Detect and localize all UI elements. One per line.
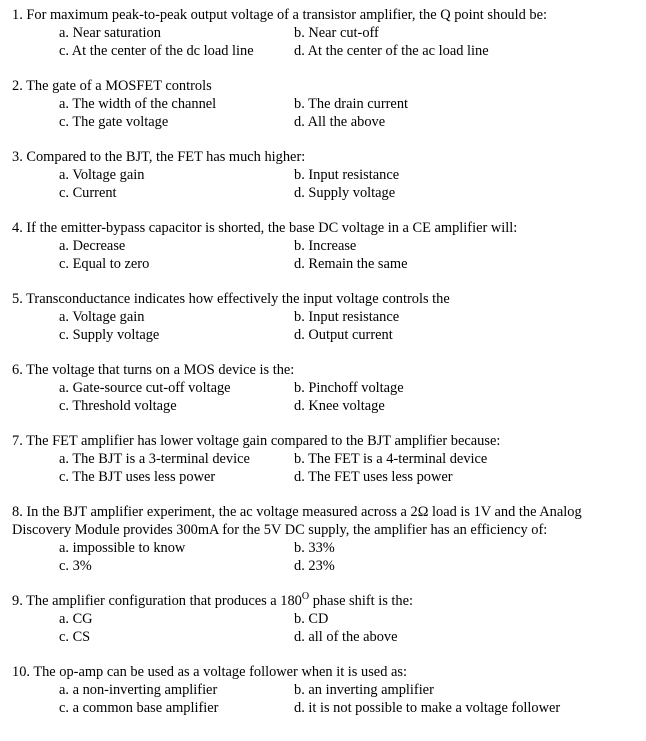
option-c: c. Supply voltage — [59, 327, 160, 343]
question-stem: 6. The voltage that turns on a MOS device is the: — [12, 362, 295, 378]
answer-options — [12, 237, 642, 273]
option-c: c. The BJT uses less power — [59, 469, 216, 485]
question-stem-text: phase shift is the: — [309, 593, 414, 609]
option-c: c. Equal to zero — [59, 256, 150, 272]
question-10 — [12, 663, 642, 717]
question-6 — [12, 361, 642, 415]
option-a: a. Decrease — [59, 238, 126, 254]
option-c: c. a common base amplifier — [59, 700, 219, 716]
question-7 — [12, 432, 642, 486]
option-b: b. Input resistance — [294, 167, 400, 183]
question-3 — [12, 148, 642, 202]
answer-options — [12, 95, 642, 131]
question-stem: 5. Transconductance indicates how effectively the input voltage controls the — [12, 291, 450, 307]
option-d: d. The FET uses less power — [294, 469, 453, 485]
option-a: a. CG — [59, 611, 93, 627]
option-b: b. Increase — [294, 238, 357, 254]
option-d: d. 23% — [294, 558, 335, 574]
question-5 — [12, 290, 642, 344]
question-stem-text: 9. The amplifier configuration that produces a 180 — [12, 593, 302, 609]
question-1 — [12, 6, 642, 60]
option-b: b. 33% — [294, 540, 335, 556]
quiz-sheet — [12, 6, 642, 734]
answer-options — [12, 308, 642, 344]
question-stem: 10. The op-amp can be used as a voltage follower when it is used as: — [12, 664, 407, 680]
degree-superscript: O — [301, 591, 310, 602]
answer-options — [12, 379, 642, 415]
option-a: a. impossible to know — [59, 540, 186, 556]
answer-options — [12, 610, 642, 646]
option-a: a. The BJT is a 3-terminal device — [59, 451, 250, 467]
option-c: c. The gate voltage — [59, 114, 169, 130]
option-d: d. Output current — [294, 327, 393, 343]
answer-options — [12, 24, 642, 60]
option-b: b. Pinchoff voltage — [294, 380, 404, 396]
answer-options — [12, 539, 642, 575]
question-stem: 8. In the BJT amplifier experiment, the ac voltage measured across a 2Ω load is 1V and the Analog Discovery Module provides 300mA for the 5V DC supply, the amplifier has an efficiency of: — [12, 504, 582, 538]
question-stem: 1. For maximum peak-to-peak output voltage of a transistor amplifier, the Q point should be: — [12, 7, 547, 23]
option-a: a. Gate-source cut-off voltage — [59, 380, 231, 396]
option-d: d. All the above — [294, 114, 386, 130]
option-c: c. 3% — [59, 558, 92, 574]
question-stem: 2. The gate of a MOSFET controls — [12, 78, 212, 94]
option-d: d. all of the above — [294, 629, 398, 645]
option-a: a. The width of the channel — [59, 96, 217, 112]
option-d: d. At the center of the ac load line — [294, 43, 489, 59]
option-d: d. Knee voltage — [294, 398, 385, 414]
answer-options — [12, 166, 642, 202]
question-stem: 4. If the emitter-bypass capacitor is shorted, the base DC voltage in a CE amplifier will: — [12, 220, 518, 236]
option-a: a. Near saturation — [59, 25, 161, 41]
question-stem — [12, 592, 642, 610]
option-c: c. At the center of the dc load line — [59, 43, 254, 59]
option-b: b. Near cut-off — [294, 25, 379, 41]
question-stem: 7. The FET amplifier has lower voltage gain compared to the BJT amplifier because: — [12, 433, 501, 449]
option-d: d. Remain the same — [294, 256, 408, 272]
question-9 — [12, 592, 642, 646]
option-a: a. Voltage gain — [59, 309, 145, 325]
option-c: c. Current — [59, 185, 117, 201]
option-c: c. Threshold voltage — [59, 398, 177, 414]
question-2 — [12, 77, 642, 131]
question-4 — [12, 219, 642, 273]
option-b: b. CD — [294, 611, 329, 627]
option-d: d. it is not possible to make a voltage follower — [294, 700, 561, 716]
option-a: a. Voltage gain — [59, 167, 145, 183]
option-c: c. CS — [59, 629, 91, 645]
question-stem: 3. Compared to the BJT, the FET has much higher: — [12, 149, 306, 165]
answer-options — [12, 681, 642, 717]
option-b: b. an inverting amplifier — [294, 682, 434, 698]
answer-options — [12, 450, 642, 486]
option-b: b. The drain current — [294, 96, 409, 112]
option-a: a. a non-inverting amplifier — [59, 682, 218, 698]
option-b: b. The FET is a 4-terminal device — [294, 451, 488, 467]
option-d: d. Supply voltage — [294, 185, 396, 201]
question-8 — [12, 503, 642, 575]
option-b: b. Input resistance — [294, 309, 400, 325]
